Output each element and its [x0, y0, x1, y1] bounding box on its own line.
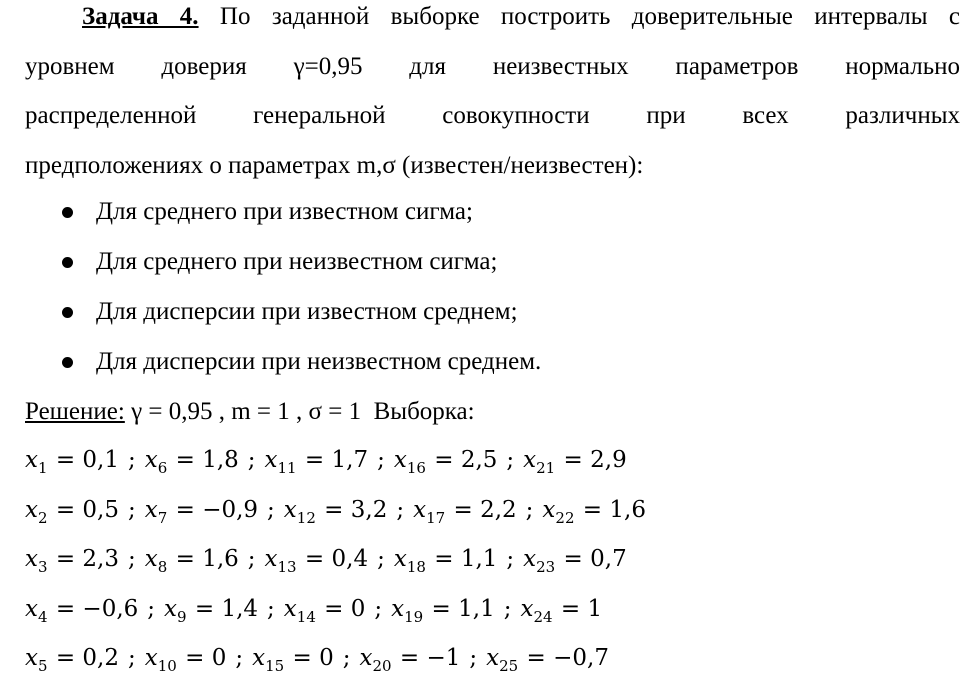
sample-value	[145, 638, 227, 686]
bullet-icon	[62, 307, 73, 318]
sample-row	[25, 589, 646, 639]
separator: ;	[506, 546, 515, 572]
variable-value: = −1	[392, 645, 461, 671]
task-line-3: распределенной генеральной совокупности при всех различных	[25, 102, 960, 129]
variable-index: 7	[157, 508, 168, 527]
variable-index: 16	[406, 459, 426, 477]
variable-index: 14	[296, 607, 316, 626]
bullet-icon	[62, 357, 73, 368]
separator: ;	[128, 645, 136, 671]
variable-index: 25	[499, 657, 519, 675]
bullet-icon	[62, 207, 73, 218]
list-item-text: Для среднего при неизвестном сигма;	[96, 248, 498, 275]
separator: ;	[128, 447, 136, 473]
sample-row	[25, 539, 646, 589]
variable-symbol: x	[252, 645, 266, 671]
sample-value	[523, 539, 627, 587]
variable-symbol: x	[25, 496, 38, 523]
variable-symbol: x	[144, 645, 158, 671]
task-line-2: уровнем доверия γ=0,95 для неизвестных параметров нормально	[25, 52, 960, 80]
variable-symbol: x	[144, 546, 158, 572]
sample-value	[252, 638, 334, 686]
separator: ;	[235, 645, 244, 671]
list-item-text: Для дисперсии при неизвестном среднем.	[96, 348, 542, 375]
sample-value	[145, 490, 258, 538]
variable-symbol: x	[283, 496, 297, 523]
sample-value	[523, 440, 627, 488]
separator: ;	[506, 447, 515, 473]
task-title: Задача 4.	[82, 3, 199, 30]
sample-value	[413, 490, 517, 538]
separator: ;	[377, 546, 385, 572]
variable-index: 12	[296, 508, 316, 527]
variable-value: = 1,8	[168, 447, 239, 473]
sample-value	[145, 539, 239, 587]
task-line-1	[25, 0, 960, 42]
variable-value: = 0,4	[297, 546, 369, 572]
sample-value	[265, 539, 369, 587]
separator: ;	[267, 595, 275, 622]
variable-symbol: x	[520, 595, 534, 622]
sample-value	[520, 589, 602, 637]
sample-value	[394, 440, 498, 488]
variable-value: = 1	[553, 595, 603, 622]
variable-symbol: x	[393, 447, 407, 473]
variable-symbol: x	[283, 595, 297, 622]
sample-value	[164, 589, 258, 637]
variable-symbol: x	[25, 447, 38, 473]
variable-value: = −0,6	[48, 595, 139, 622]
variable-index: 13	[277, 558, 297, 576]
variable-symbol: x	[164, 595, 178, 622]
variable-value: = −0,9	[168, 496, 259, 523]
sample-value	[359, 638, 460, 686]
variable-index: 15	[265, 657, 285, 675]
task-statement	[25, 0, 960, 190]
variable-symbol: x	[144, 447, 158, 473]
variable-index: 20	[372, 657, 392, 675]
variable-value: = 0,5	[48, 496, 120, 523]
list-item-text: Для дисперсии при известном среднем;	[96, 298, 518, 325]
sample-row	[25, 490, 646, 540]
variable-index: 4	[37, 607, 48, 626]
sample-value	[284, 589, 366, 637]
separator: ;	[128, 546, 136, 572]
variable-index: 23	[536, 558, 556, 576]
variable-value: = 2,2	[446, 496, 517, 523]
sample-row	[25, 440, 646, 490]
separator: ;	[247, 546, 256, 572]
variable-value: = 1,7	[297, 447, 369, 473]
variable-value: = −0,7	[519, 645, 609, 671]
variable-value: = 0	[285, 645, 334, 671]
variable-index: 6	[157, 459, 168, 477]
separator: ;	[469, 645, 478, 671]
variable-value: = 2,5	[426, 447, 498, 473]
variable-symbol: x	[486, 645, 500, 671]
task-line-text: По заданной выборке построить доверительные интервалы с	[219, 3, 960, 30]
sample-value	[145, 440, 239, 488]
sample-value	[542, 490, 646, 538]
task-line-4: предположениях о параметрах m,σ (известен/неизвестен):	[25, 151, 644, 179]
variable-value: = 1,6	[168, 546, 239, 572]
separator: ;	[147, 595, 156, 622]
variable-symbol: x	[264, 447, 278, 473]
sample-value	[25, 638, 119, 686]
variable-symbol: x	[25, 645, 38, 671]
sample-table	[25, 440, 646, 688]
separator: ;	[267, 496, 275, 523]
variable-symbol: x	[393, 546, 407, 572]
sample-row	[25, 638, 646, 688]
separator: ;	[377, 447, 385, 473]
variable-index: 21	[536, 459, 556, 477]
solution-label: Решение:	[25, 398, 125, 425]
variable-symbol: x	[523, 447, 537, 473]
variable-value: = 0	[316, 595, 366, 622]
separator: ;	[342, 645, 351, 671]
separator: ;	[503, 595, 512, 622]
sample-value	[25, 440, 119, 488]
variable-symbol: x	[413, 496, 427, 523]
variable-index: 11	[277, 459, 297, 477]
separator: ;	[396, 496, 405, 523]
variable-value: = 0,7	[556, 546, 627, 572]
variable-value: = 3,2	[316, 496, 388, 523]
variable-symbol: x	[25, 595, 38, 622]
variable-value: = 1,1	[426, 546, 498, 572]
solution-parameters: γ = 0,95 , m = 1 , σ = 1 Выборка:	[124, 398, 475, 425]
sample-value	[25, 539, 119, 587]
variable-index: 19	[404, 607, 424, 626]
variable-value: = 2,9	[556, 447, 627, 473]
sample-value	[284, 490, 388, 538]
sample-value	[391, 589, 495, 637]
bullet-icon	[62, 257, 73, 268]
variable-value: = 0,2	[48, 645, 120, 671]
variable-index: 24	[533, 607, 553, 626]
variable-index: 5	[37, 657, 48, 675]
separator: ;	[374, 595, 383, 622]
variable-index: 1	[37, 459, 48, 477]
sample-value	[265, 440, 369, 488]
variable-symbol: x	[523, 546, 537, 572]
variable-symbol: x	[542, 496, 556, 523]
variable-value: = 1,4	[187, 595, 259, 622]
variable-index: 2	[37, 508, 48, 527]
variable-symbol: x	[359, 645, 373, 671]
variable-index: 3	[37, 558, 48, 576]
variable-symbol: x	[391, 595, 405, 622]
separator: ;	[247, 447, 256, 473]
variable-index: 17	[426, 508, 446, 527]
sample-value	[394, 539, 498, 587]
variable-value: = 1,1	[424, 595, 495, 622]
sample-value	[25, 490, 119, 538]
variable-value: = 0	[177, 645, 227, 671]
separator: ;	[128, 496, 136, 523]
variable-index: 22	[555, 508, 575, 527]
variable-index: 9	[177, 607, 187, 626]
sample-value	[25, 589, 138, 637]
variable-index: 18	[406, 558, 426, 576]
variable-symbol: x	[144, 496, 158, 523]
variable-index: 10	[157, 657, 177, 675]
variable-symbol: x	[25, 546, 38, 572]
separator: ;	[525, 496, 534, 523]
variable-index: 8	[157, 558, 168, 576]
variable-value: = 1,6	[575, 496, 646, 523]
solution-line	[25, 392, 475, 432]
sample-value	[486, 638, 609, 686]
variable-symbol: x	[264, 546, 278, 572]
list-item-text: Для среднего при известном сигма;	[96, 198, 473, 225]
variable-value: = 0,1	[48, 447, 120, 473]
variable-value: = 2,3	[48, 546, 120, 572]
